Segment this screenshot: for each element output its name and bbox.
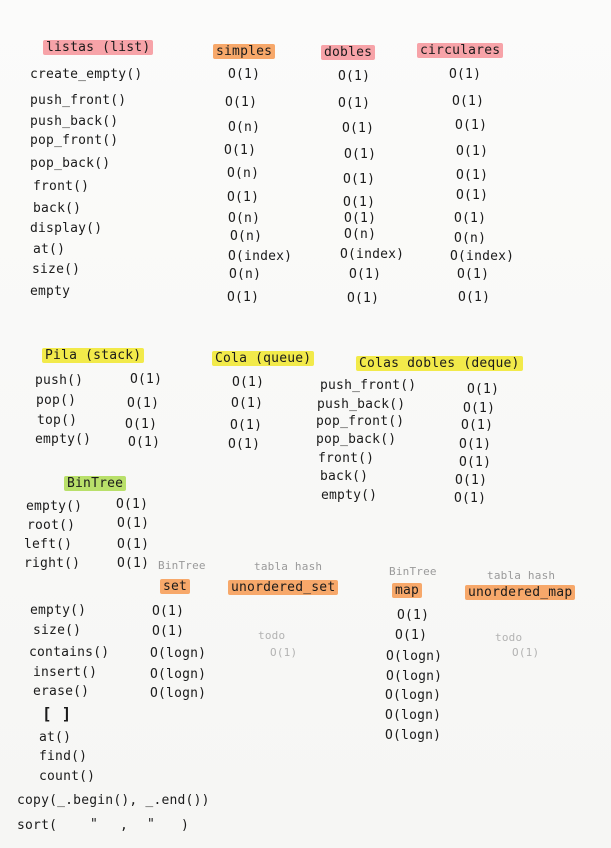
set-val: O(logn) (150, 667, 207, 682)
deque-val: O(1) (467, 382, 500, 397)
unordered-set-caption: tabla hash (254, 560, 323, 573)
stack-op: empty() (35, 432, 92, 447)
list-val: O(n) (229, 267, 262, 282)
deque-op: pop_back() (316, 432, 397, 447)
list-val: O(1) (455, 118, 488, 133)
deque-op: pop_front() (316, 414, 405, 429)
stack-val: O(1) (127, 396, 160, 411)
bintree-op: root() (27, 518, 76, 533)
deque-val: O(1) (459, 455, 492, 470)
list-val: O(1) (347, 291, 380, 306)
footer-sort-quote1: " (90, 817, 99, 832)
set-val: O(logn) (150, 686, 207, 701)
set-caption: BinTree (158, 559, 206, 572)
bintree-op: empty() (26, 499, 83, 514)
set-val: O(logn) (150, 646, 207, 661)
list-val: O(1) (227, 290, 260, 305)
bintree-val: O(1) (116, 497, 149, 512)
unordered-map-caption: tabla hash (487, 569, 556, 582)
stack-op: top() (37, 413, 78, 428)
list-op: create_empty() (30, 67, 143, 82)
map-val: O(logn) (386, 669, 443, 684)
list-val: O(n) (454, 231, 487, 246)
list-op: back() (33, 201, 82, 216)
unordered-set-note-line2: O(1) (270, 646, 298, 659)
list-op: push_front() (30, 93, 127, 108)
map-val: O(logn) (385, 708, 442, 723)
set-val: O(1) (152, 604, 185, 619)
list-val: O(n) (344, 227, 377, 242)
lists-col-dobles: dobles (321, 45, 375, 60)
list-op: at() (33, 242, 66, 257)
footer-sort-close: ) (181, 818, 190, 833)
deque-op: front() (318, 451, 375, 466)
sm-op: size() (33, 623, 82, 638)
queue-title: Cola (queue) (212, 351, 314, 366)
deque-op: back() (320, 469, 369, 484)
list-op: empty (30, 284, 71, 299)
sm-op: find() (39, 749, 88, 764)
list-val: O(1) (224, 143, 257, 158)
list-op: size() (32, 262, 81, 277)
map-val: O(1) (395, 628, 428, 643)
list-val: O(1) (349, 267, 382, 282)
list-op: display() (30, 221, 103, 236)
deque-val: O(1) (461, 418, 494, 433)
deque-val: O(1) (459, 437, 492, 452)
bintree-val: O(1) (117, 537, 150, 552)
deque-val: O(1) (455, 473, 488, 488)
list-val: O(1) (456, 188, 489, 203)
map-val: O(1) (397, 608, 430, 623)
map-val: O(logn) (386, 649, 443, 664)
footer-sort: sort( (17, 818, 58, 833)
bintree-op: right() (24, 556, 81, 571)
list-val: O(1) (342, 121, 375, 136)
sm-op: [ ] (42, 704, 72, 723)
stack-val: O(1) (125, 417, 158, 432)
lists-col-simples: simples (213, 44, 275, 59)
bintree-val: O(1) (117, 556, 150, 571)
set-title: set (160, 579, 190, 594)
deque-op: empty() (321, 488, 378, 503)
unordered-map-note-line2: O(1) (512, 646, 540, 659)
list-val: O(1) (456, 144, 489, 159)
unordered-set-note-line1: todo (258, 629, 286, 642)
list-val: O(index) (340, 247, 405, 262)
list-val: O(1) (457, 267, 490, 282)
list-val: O(n) (228, 120, 261, 135)
sm-op: count() (39, 769, 96, 784)
deque-title: Colas dobles (deque) (356, 356, 523, 371)
list-val: O(index) (228, 249, 293, 264)
deque-op: push_back() (317, 397, 406, 412)
list-val: O(1) (449, 67, 482, 82)
list-val: O(index) (450, 249, 515, 264)
list-op: pop_back() (30, 156, 111, 171)
list-val: O(1) (452, 94, 485, 109)
set-val: O(1) (152, 624, 185, 639)
unordered-set-title: unordered_set (228, 580, 338, 595)
unordered-map-title: unordered_map (465, 585, 575, 600)
sm-op: at() (39, 730, 72, 745)
sm-op: empty() (30, 603, 87, 618)
sm-op: erase() (33, 684, 90, 699)
map-val: O(logn) (385, 728, 442, 743)
list-op: pop_front() (30, 133, 119, 148)
sm-op: contains() (29, 645, 110, 660)
footer-sort-comma: , (120, 818, 129, 833)
queue-val: O(1) (232, 375, 265, 390)
list-val: O(1) (227, 190, 260, 205)
list-val: O(1) (225, 95, 258, 110)
bintree-op: left() (24, 537, 73, 552)
list-val: O(1) (338, 69, 371, 84)
queue-val: O(1) (231, 396, 264, 411)
stack-val: O(1) (130, 372, 163, 387)
list-val: O(1) (338, 96, 371, 111)
list-val: O(n) (227, 166, 260, 181)
list-op: front() (33, 179, 90, 194)
stack-val: O(1) (128, 435, 161, 450)
unordered-map-note-line1: todo (495, 631, 523, 644)
stack-op: push() (35, 373, 84, 388)
list-val: O(1) (344, 211, 377, 226)
bintree-title: BinTree (64, 476, 126, 491)
map-val: O(logn) (385, 688, 442, 703)
list-val: O(1) (456, 168, 489, 183)
deque-op: push_front() (320, 378, 417, 393)
footer-sort-quote2: " (147, 817, 156, 832)
list-val: O(n) (230, 229, 263, 244)
list-val: O(1) (343, 172, 376, 187)
list-val: O(1) (344, 147, 377, 162)
footer-copy: copy(_.begin(), _.end()) (17, 793, 210, 808)
stack-title: Pila (stack) (42, 348, 144, 363)
map-title: map (392, 583, 422, 598)
list-val: O(1) (458, 290, 491, 305)
queue-val: O(1) (230, 418, 263, 433)
sm-op: insert() (33, 665, 98, 680)
lists-col-circulares: circulares (417, 43, 503, 58)
list-val: O(1) (454, 211, 487, 226)
stack-op: pop() (36, 393, 77, 408)
list-val: O(1) (228, 67, 261, 82)
map-caption: BinTree (389, 565, 437, 578)
queue-val: O(1) (228, 437, 261, 452)
deque-val: O(1) (463, 401, 496, 416)
list-op: push_back() (30, 114, 119, 129)
deque-val: O(1) (454, 491, 487, 506)
bintree-val: O(1) (117, 516, 150, 531)
list-val: O(1) (343, 195, 376, 210)
list-val: O(n) (228, 211, 261, 226)
lists-title: listas (list) (43, 40, 153, 55)
